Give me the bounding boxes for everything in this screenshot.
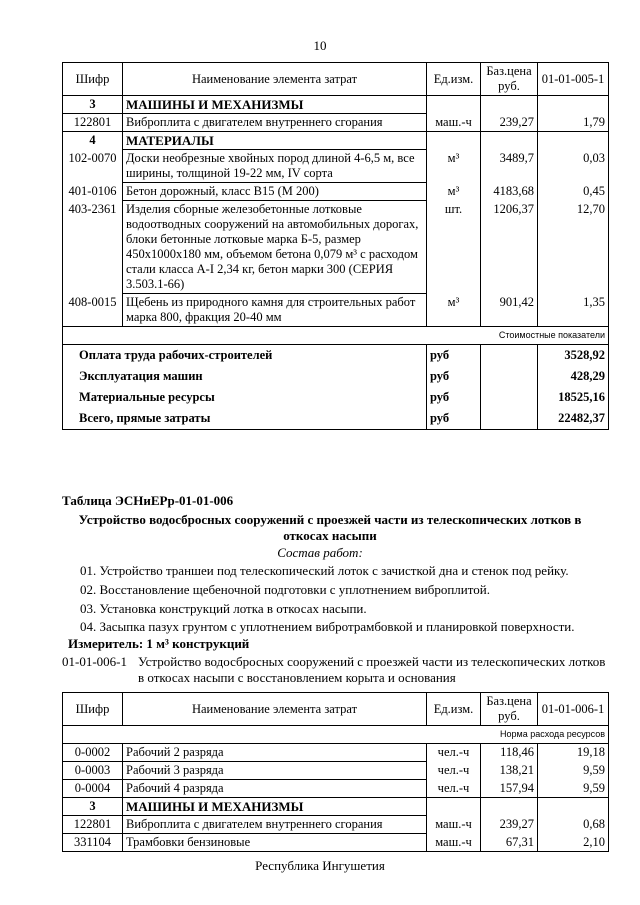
cost-row	[63, 366, 609, 387]
row-value: 9,59	[538, 780, 609, 798]
page-number: 10	[313, 38, 327, 53]
section-heading: Устройство водосбросных сооружений с проезжей части из телескопических лотков в откосах насыпи	[78, 512, 582, 543]
row-value: 1,35	[538, 294, 609, 327]
header-unit: Ед.изм.	[427, 693, 481, 726]
table-header-row	[63, 693, 609, 726]
row-code: 122801	[63, 816, 123, 834]
row-price: 3489,7	[481, 150, 538, 183]
row-price: 239,27	[481, 816, 538, 834]
cost-unit: руб	[427, 408, 481, 430]
row-unit: м³	[427, 150, 481, 183]
row-code: 408-0015	[63, 294, 123, 327]
section-row	[63, 132, 609, 150]
row-unit: чел.-ч	[427, 780, 481, 798]
table-row	[63, 744, 609, 762]
cost-value: 428,29	[538, 366, 609, 387]
table-title: Таблица ЭСНиЕРр-01-01-006	[62, 493, 234, 508]
resource-table-1	[62, 62, 609, 430]
header-code: Шифр	[63, 63, 123, 96]
row-code: 0-0004	[63, 780, 123, 798]
row-code: 331104	[63, 834, 123, 852]
meter-label: Измеритель: 1 м³ конструкций	[68, 636, 250, 651]
row-name: Бетон дорожный, класс В15 (М 200)	[123, 183, 427, 201]
table-row	[63, 150, 609, 183]
section-number: 4	[63, 132, 123, 150]
cost-row	[63, 408, 609, 430]
row-name: Рабочий 3 разряда	[123, 762, 427, 780]
caption-row	[63, 726, 609, 744]
cost-caption-row	[63, 327, 609, 345]
row-code: 0-0002	[63, 744, 123, 762]
row-value: 19,18	[538, 744, 609, 762]
header-name: Наименование элемента затрат	[123, 693, 427, 726]
row-unit: маш.-ч	[427, 816, 481, 834]
norm-item-text: Устройство водосбросных сооружений с проезжей части из телескопических лотков в откосах насыпи с восстановлением корыта и основания	[138, 654, 606, 685]
row-name: Виброплита с двигателем внутреннего сгорания	[123, 114, 427, 132]
table-row	[63, 762, 609, 780]
work-item: 04. Засыпка пазух грунтом с уплотнением вибротрамбовкой и планировкой поверхности.	[80, 619, 575, 634]
row-name: Виброплита с двигателем внутреннего сгорания	[123, 816, 427, 834]
cost-unit: руб	[427, 345, 481, 367]
table-row	[63, 816, 609, 834]
cost-caption: Стоимостные показатели	[63, 327, 609, 345]
row-unit: шт.	[427, 201, 481, 294]
row-price: 67,31	[481, 834, 538, 852]
cost-row	[63, 345, 609, 367]
row-code: 102-0070	[63, 150, 123, 183]
table-row	[63, 834, 609, 852]
table-row	[63, 183, 609, 201]
row-name: Трамбовки бензиновые	[123, 834, 427, 852]
row-unit: м³	[427, 183, 481, 201]
row-code: 401-0106	[63, 183, 123, 201]
row-name: Рабочий 2 разряда	[123, 744, 427, 762]
page-footer: Республика Ингушетия	[255, 858, 385, 873]
cost-label: Эксплуатация машин	[63, 366, 427, 387]
row-price: 4183,68	[481, 183, 538, 201]
norm-caption: Норма расхода ресурсов	[63, 726, 609, 744]
cost-row	[63, 387, 609, 408]
row-unit: маш.-ч	[427, 114, 481, 132]
header-price: Баз.цена руб.	[481, 693, 538, 726]
resource-table-2	[62, 692, 609, 852]
cost-unit: руб	[427, 387, 481, 408]
row-code: 122801	[63, 114, 123, 132]
header-unit: Ед.изм.	[427, 63, 481, 96]
header-name: Наименование элемента затрат	[123, 63, 427, 96]
row-value: 0,45	[538, 183, 609, 201]
row-unit: чел.-ч	[427, 744, 481, 762]
row-price: 157,94	[481, 780, 538, 798]
row-unit: чел.-ч	[427, 762, 481, 780]
row-price: 1206,37	[481, 201, 538, 294]
row-price: 239,27	[481, 114, 538, 132]
row-unit: м³	[427, 294, 481, 327]
table-row	[63, 780, 609, 798]
header-price: Баз.цена руб.	[481, 63, 538, 96]
work-item: 02. Восстановление щебеночной подготовки с уплотнением виброплитой.	[80, 582, 490, 597]
cost-value: 3528,92	[538, 345, 609, 367]
section-title: МАШИНЫ И МЕХАНИЗМЫ	[123, 798, 427, 816]
row-code: 0-0003	[63, 762, 123, 780]
row-price: 901,42	[481, 294, 538, 327]
work-item: 03. Установка конструкций лотка в откосах насыпи.	[80, 601, 367, 616]
table-header-row	[63, 63, 609, 96]
row-value: 12,70	[538, 201, 609, 294]
row-price: 138,21	[481, 762, 538, 780]
section-title: МАТЕРИАЛЫ	[123, 132, 427, 150]
section-title: МАШИНЫ И МЕХАНИЗМЫ	[123, 96, 427, 114]
cost-value: 18525,16	[538, 387, 609, 408]
work-item: 01. Устройство траншеи под телескопический лоток с зачисткой дна и стенок под рейку.	[80, 563, 569, 578]
cost-label: Всего, прямые затраты	[63, 408, 427, 430]
section-number: 3	[63, 96, 123, 114]
section-row	[63, 798, 609, 816]
table-row	[63, 201, 609, 294]
row-value: 9,59	[538, 762, 609, 780]
work-composition-title: Состав работ:	[277, 545, 363, 560]
norm-item-code: 01-01-006-1	[62, 654, 127, 669]
section-row	[63, 96, 609, 114]
row-value: 0,68	[538, 816, 609, 834]
row-name: Рабочий 4 разряда	[123, 780, 427, 798]
cost-unit: руб	[427, 366, 481, 387]
cost-label: Материальные ресурсы	[63, 387, 427, 408]
row-name: Щебень из природного камня для строительных работ марка 800, фракция 20-40 мм	[123, 294, 427, 327]
table-row	[63, 114, 609, 132]
row-value: 2,10	[538, 834, 609, 852]
section-number: 3	[63, 798, 123, 816]
header-code: Шифр	[63, 693, 123, 726]
header-norm-code: 01-01-005-1	[538, 63, 609, 96]
row-code: 403-2361	[63, 201, 123, 294]
row-name: Доски необрезные хвойных пород длиной 4-6,5 м, все ширины, толщиной 19-22 мм, IV сорта	[123, 150, 427, 183]
row-name: Изделия сборные железобетонные лотковые водоотводных сооружений на автомобильных дорогах, блоки бетонные лотковые марка Б-5, размер 450x1000x180 мм, объемом бетона 0,079 м³ с расходом стали класса А-I 2,34 кг, бетон марки 300 (СЕРИЯ 3.503.1-66)	[123, 201, 427, 294]
row-value: 1,79	[538, 114, 609, 132]
cost-value: 22482,37	[538, 408, 609, 430]
row-value: 0,03	[538, 150, 609, 183]
row-unit: маш.-ч	[427, 834, 481, 852]
row-price: 118,46	[481, 744, 538, 762]
header-norm-code: 01-01-006-1	[538, 693, 609, 726]
cost-label: Оплата труда рабочих-строителей	[63, 345, 427, 367]
table-row	[63, 294, 609, 327]
